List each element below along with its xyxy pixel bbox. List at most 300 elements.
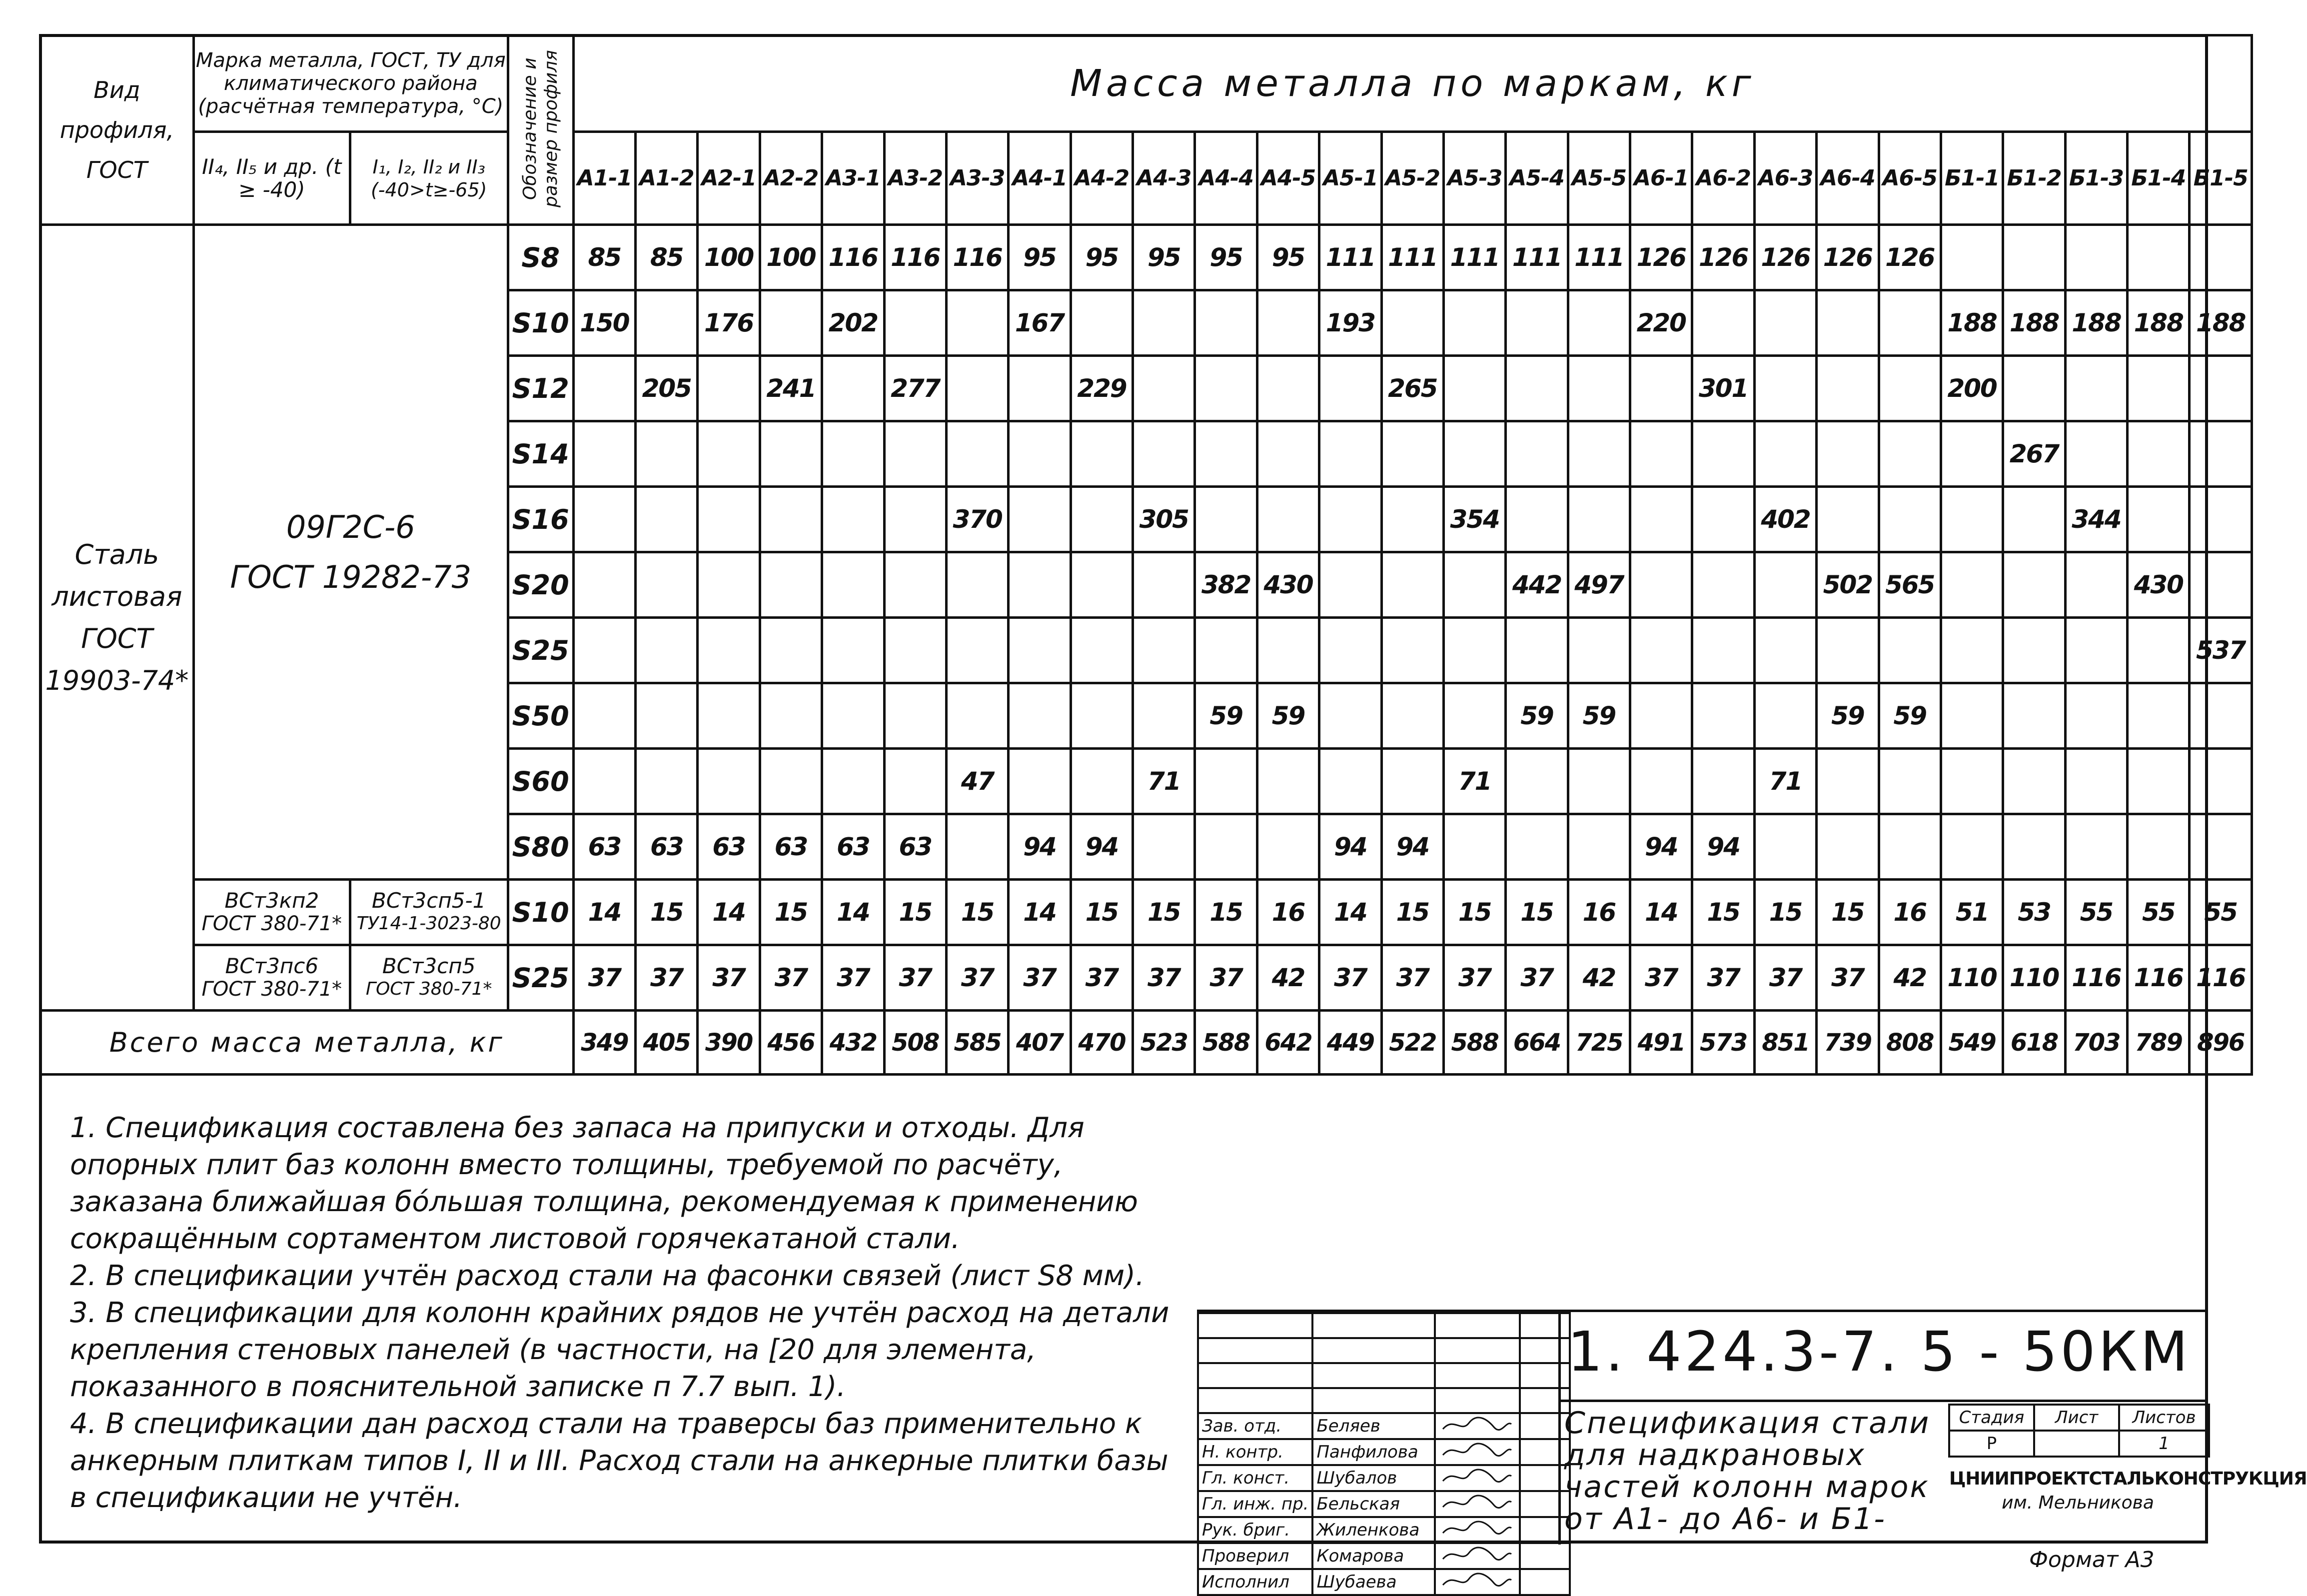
mass-cell: 37 bbox=[1009, 945, 1071, 1011]
total-mass-cell: 549 bbox=[1941, 1011, 2003, 1075]
mass-cell bbox=[1692, 618, 1754, 683]
mass-cell bbox=[1071, 421, 1133, 487]
handwritten-signature-icon bbox=[1439, 1518, 1514, 1538]
mass-cell bbox=[1630, 552, 1692, 618]
mass-cell: 15 bbox=[1381, 880, 1443, 945]
mass-cell bbox=[573, 421, 635, 487]
stamp-empty-cell bbox=[1435, 1338, 1520, 1363]
stamp-name: Панфилова bbox=[1312, 1439, 1435, 1465]
mass-cell bbox=[1071, 618, 1133, 683]
mass-cell bbox=[2190, 683, 2252, 749]
mass-cell bbox=[2003, 683, 2065, 749]
mass-cell: 53 bbox=[2003, 880, 2065, 945]
mass-cell bbox=[2128, 749, 2190, 814]
mark-header: А6-4 bbox=[1817, 132, 1879, 225]
mass-cell bbox=[2190, 487, 2252, 552]
stamp-signature bbox=[1435, 1491, 1520, 1517]
mass-cell bbox=[1754, 421, 1816, 487]
mass-cell: 37 bbox=[1506, 945, 1568, 1011]
mark-header: А5-5 bbox=[1568, 132, 1630, 225]
mass-cell: 116 bbox=[884, 225, 946, 290]
mass-cell: 402 bbox=[1754, 487, 1816, 552]
mass-cell bbox=[573, 552, 635, 618]
total-mass-cell: 349 bbox=[573, 1011, 635, 1075]
mass-cell bbox=[2003, 487, 2065, 552]
mass-cell: 47 bbox=[946, 749, 1008, 814]
profile-size: S16 bbox=[508, 487, 573, 552]
mass-cell bbox=[2190, 749, 2252, 814]
mass-cell: 37 bbox=[1071, 945, 1133, 1011]
stamp-signature bbox=[1435, 1439, 1520, 1465]
mass-cell bbox=[1319, 356, 1381, 421]
stamp-date bbox=[1520, 1491, 1570, 1517]
mass-cell bbox=[2190, 421, 2252, 487]
total-mass-cell: 588 bbox=[1195, 1011, 1257, 1075]
mass-cell: 176 bbox=[698, 290, 760, 356]
mass-cell bbox=[2065, 618, 2127, 683]
stamp-role: Зав. отд. bbox=[1198, 1413, 1312, 1439]
mass-cell bbox=[1257, 618, 1319, 683]
mass-cell bbox=[2065, 552, 2127, 618]
stamp-role: Исполнил bbox=[1198, 1569, 1312, 1595]
mass-cell: 37 bbox=[884, 945, 946, 1011]
total-mass-cell: 491 bbox=[1630, 1011, 1692, 1075]
mass-cell bbox=[884, 487, 946, 552]
mass-cell: 188 bbox=[2128, 290, 2190, 356]
mass-cell bbox=[1257, 290, 1319, 356]
mass-cell bbox=[1941, 749, 2003, 814]
stamp-empty-cell bbox=[1435, 1313, 1520, 1338]
drawing-title: Спецификация стали для надкрановых частей колонн марок от А1- до А6- и Б1- bbox=[1564, 1406, 1931, 1537]
mass-cell bbox=[1879, 618, 1941, 683]
mass-cell bbox=[1381, 421, 1443, 487]
mass-cell bbox=[1381, 552, 1443, 618]
mass-cell bbox=[760, 749, 822, 814]
mass-cell bbox=[2003, 225, 2065, 290]
mass-cell bbox=[1568, 814, 1630, 880]
mass-cell bbox=[1506, 618, 1568, 683]
stamp-date bbox=[1520, 1465, 1570, 1491]
mass-cell: 37 bbox=[636, 945, 698, 1011]
mass-cell: 188 bbox=[2065, 290, 2127, 356]
mass-cell bbox=[1630, 749, 1692, 814]
mass-cell bbox=[1319, 552, 1381, 618]
stamp-name: Шубаева bbox=[1312, 1569, 1435, 1595]
mass-cell bbox=[1941, 618, 2003, 683]
mark-header: А6-3 bbox=[1754, 132, 1816, 225]
mass-cell: 111 bbox=[1506, 225, 1568, 290]
stamp-role: Гл. конст. bbox=[1198, 1465, 1312, 1491]
organization-name: ЦНИИПРОЕКТСТАЛЬКОНСТРУКЦИЯ bbox=[1949, 1469, 2307, 1489]
handwritten-signature-icon bbox=[1439, 1414, 1514, 1434]
mass-cell bbox=[1630, 421, 1692, 487]
mass-cell: 15 bbox=[1133, 880, 1195, 945]
profile-size: S25 bbox=[508, 945, 573, 1011]
mass-cell: 95 bbox=[1071, 225, 1133, 290]
material-b bbox=[350, 945, 508, 1011]
mass-cell bbox=[1692, 749, 1754, 814]
mass-cell bbox=[573, 487, 635, 552]
material-b-standard: ГОСТ 380-71* bbox=[365, 979, 492, 999]
profile-size: S10 bbox=[508, 290, 573, 356]
mark-header: А4-2 bbox=[1071, 132, 1133, 225]
mass-cell: 220 bbox=[1630, 290, 1692, 356]
mass-cell bbox=[1879, 814, 1941, 880]
mass-cell bbox=[2190, 356, 2252, 421]
mass-cell: 442 bbox=[1506, 552, 1568, 618]
total-mass-cell: 725 bbox=[1568, 1011, 1630, 1075]
mass-cell bbox=[1817, 487, 1879, 552]
mass-cell bbox=[1941, 814, 2003, 880]
mass-cell bbox=[1754, 683, 1816, 749]
mass-cell bbox=[1506, 487, 1568, 552]
total-mass-cell: 407 bbox=[1009, 1011, 1071, 1075]
mass-cell: 16 bbox=[1879, 880, 1941, 945]
mass-cell bbox=[1009, 552, 1071, 618]
handwritten-signature-icon bbox=[1439, 1544, 1514, 1564]
note-2: 2. В спецификации учтён расход стали на фасонки связей (лист S8 мм). bbox=[70, 1260, 1145, 1292]
total-mass-cell: 523 bbox=[1133, 1011, 1195, 1075]
specification-table bbox=[39, 34, 2253, 1076]
mass-cell bbox=[946, 421, 1008, 487]
mass-cell: 14 bbox=[822, 880, 884, 945]
mass-cell: 37 bbox=[1443, 945, 1505, 1011]
total-mass-cell: 851 bbox=[1754, 1011, 1816, 1075]
mass-cell bbox=[2190, 552, 2252, 618]
stamp-role: Гл. инж. пр. bbox=[1198, 1491, 1312, 1517]
stamp-empty-cell bbox=[1198, 1338, 1312, 1363]
mass-cell bbox=[1506, 356, 1568, 421]
mass-cell bbox=[1195, 290, 1257, 356]
mass-cell: 344 bbox=[2065, 487, 2127, 552]
mass-cell bbox=[1692, 290, 1754, 356]
mass-cell: 42 bbox=[1879, 945, 1941, 1011]
mass-cell bbox=[1195, 487, 1257, 552]
total-mass-cell: 739 bbox=[1817, 1011, 1879, 1075]
material-a-grade: ВСт3кп2 bbox=[224, 888, 319, 913]
title-block-mid-line bbox=[1558, 1400, 2208, 1402]
mass-cell bbox=[1195, 749, 1257, 814]
mass-cell: 205 bbox=[636, 356, 698, 421]
stamp-date bbox=[1520, 1569, 1570, 1595]
total-mass-cell: 405 bbox=[636, 1011, 698, 1075]
profile-size: S14 bbox=[508, 421, 573, 487]
mass-cell: 126 bbox=[1879, 225, 1941, 290]
mass-cell bbox=[822, 356, 884, 421]
total-mass-cell: 508 bbox=[884, 1011, 946, 1075]
profile-size: S60 bbox=[508, 749, 573, 814]
mass-cell: 565 bbox=[1879, 552, 1941, 618]
mass-cell: 37 bbox=[1133, 945, 1195, 1011]
mass-cell bbox=[1071, 683, 1133, 749]
mass-cell bbox=[2128, 356, 2190, 421]
mass-cell bbox=[1506, 290, 1568, 356]
stage-label: Стадия bbox=[1949, 1405, 2034, 1431]
mass-cell bbox=[1319, 618, 1381, 683]
mass-cell bbox=[1568, 749, 1630, 814]
mass-cell bbox=[1754, 814, 1816, 880]
mass-cell bbox=[822, 618, 884, 683]
mark-header: А5-1 bbox=[1319, 132, 1381, 225]
stamp-signature bbox=[1435, 1413, 1520, 1439]
mass-cell: 14 bbox=[1630, 880, 1692, 945]
mass-cell: 85 bbox=[636, 225, 698, 290]
mass-cell bbox=[1879, 749, 1941, 814]
mass-cell bbox=[2128, 225, 2190, 290]
mass-cell: 95 bbox=[1009, 225, 1071, 290]
mass-cell: 15 bbox=[1195, 880, 1257, 945]
mass-cell: 14 bbox=[573, 880, 635, 945]
mass-cell: 14 bbox=[1319, 880, 1381, 945]
stage-table bbox=[1948, 1404, 2210, 1458]
stamp-date bbox=[1520, 1439, 1570, 1465]
handwritten-signature-icon bbox=[1439, 1570, 1514, 1590]
mass-cell bbox=[1319, 421, 1381, 487]
mass-cell: 71 bbox=[1133, 749, 1195, 814]
mass-cell bbox=[698, 487, 760, 552]
mass-cell: 241 bbox=[760, 356, 822, 421]
mass-cell: 111 bbox=[1381, 225, 1443, 290]
mass-cell bbox=[2128, 421, 2190, 487]
mass-cell bbox=[1692, 421, 1754, 487]
mass-cell: 37 bbox=[1630, 945, 1692, 1011]
profile-steel-sheet bbox=[40, 225, 194, 1011]
mass-cell bbox=[1630, 487, 1692, 552]
organization bbox=[1949, 1467, 2307, 1515]
mark-header: А2-2 bbox=[760, 132, 822, 225]
mass-cell bbox=[1133, 421, 1195, 487]
mass-cell bbox=[636, 618, 698, 683]
mass-cell: 94 bbox=[1630, 814, 1692, 880]
mass-cell bbox=[2003, 814, 2065, 880]
mass-cell bbox=[1257, 421, 1319, 487]
mass-cell: 100 bbox=[698, 225, 760, 290]
mass-cell: 14 bbox=[1009, 880, 1071, 945]
material-a-standard: ГОСТ 380-71* bbox=[201, 978, 342, 1001]
mass-cell bbox=[1754, 356, 1816, 421]
mass-cell: 193 bbox=[1319, 290, 1381, 356]
mass-cell: 16 bbox=[1257, 880, 1319, 945]
mass-cell: 15 bbox=[760, 880, 822, 945]
mass-cell bbox=[822, 487, 884, 552]
mark-header: А3-3 bbox=[946, 132, 1008, 225]
total-mass-cell: 573 bbox=[1692, 1011, 1754, 1075]
mass-cell bbox=[1692, 487, 1754, 552]
profile-size: S20 bbox=[508, 552, 573, 618]
mass-cell bbox=[2003, 618, 2065, 683]
mass-cell: 150 bbox=[573, 290, 635, 356]
header-steel-grade: Марка металла, ГОСТ, ТУ для климатического района (расчётная температура, °С) bbox=[193, 35, 508, 132]
mass-cell bbox=[1071, 552, 1133, 618]
stamp-empty-cell bbox=[1312, 1363, 1435, 1388]
mass-cell bbox=[1195, 356, 1257, 421]
mass-cell bbox=[573, 683, 635, 749]
mass-cell bbox=[946, 618, 1008, 683]
mass-cell: 111 bbox=[1319, 225, 1381, 290]
mass-cell: 14 bbox=[698, 880, 760, 945]
mass-cell bbox=[2128, 618, 2190, 683]
mass-cell bbox=[698, 356, 760, 421]
mass-cell: 55 bbox=[2065, 880, 2127, 945]
stamp-empty-cell bbox=[1312, 1338, 1435, 1363]
mass-cell: 537 bbox=[2190, 618, 2252, 683]
mass-cell bbox=[2128, 487, 2190, 552]
mass-cell bbox=[1133, 683, 1195, 749]
mass-cell bbox=[1817, 618, 1879, 683]
mass-cell: 305 bbox=[1133, 487, 1195, 552]
mass-cell bbox=[1879, 356, 1941, 421]
mass-cell: 37 bbox=[1692, 945, 1754, 1011]
mass-cell: 200 bbox=[1941, 356, 2003, 421]
mass-cell: 94 bbox=[1319, 814, 1381, 880]
stamp-date bbox=[1520, 1543, 1570, 1569]
mass-cell: 95 bbox=[1133, 225, 1195, 290]
mass-cell bbox=[2065, 683, 2127, 749]
mark-header: Б1-5 bbox=[2190, 132, 2252, 225]
mass-cell: 188 bbox=[1941, 290, 2003, 356]
profile-size: S10 bbox=[508, 880, 573, 945]
mass-cell: 59 bbox=[1257, 683, 1319, 749]
mark-header: А6-5 bbox=[1879, 132, 1941, 225]
mass-cell: 116 bbox=[946, 225, 1008, 290]
mass-cell bbox=[1381, 683, 1443, 749]
mass-cell bbox=[698, 683, 760, 749]
mass-cell bbox=[2065, 421, 2127, 487]
mass-cell bbox=[1817, 421, 1879, 487]
mass-cell: 51 bbox=[1941, 880, 2003, 945]
material-line-2: ГОСТ 19282-73 bbox=[230, 558, 472, 595]
mass-cell: 382 bbox=[1195, 552, 1257, 618]
mass-cell: 94 bbox=[1071, 814, 1133, 880]
mark-header: А2-1 bbox=[698, 132, 760, 225]
organization-subtitle: им. Мельникова bbox=[2002, 1493, 2154, 1513]
mass-cell: 15 bbox=[636, 880, 698, 945]
mass-cell: 63 bbox=[822, 814, 884, 880]
material-a-grade: ВСт3пс6 bbox=[225, 954, 319, 978]
mass-cell bbox=[2190, 225, 2252, 290]
header-mass-title: Масса металла по маркам, кг bbox=[573, 35, 2252, 132]
stamp-name: Бельская bbox=[1312, 1491, 1435, 1517]
mass-cell bbox=[1506, 814, 1568, 880]
mass-cell: 277 bbox=[884, 356, 946, 421]
mass-cell bbox=[1009, 421, 1071, 487]
stamp-signature bbox=[1435, 1517, 1520, 1543]
mass-cell: 16 bbox=[1568, 880, 1630, 945]
mass-cell: 126 bbox=[1817, 225, 1879, 290]
mass-cell bbox=[1941, 225, 2003, 290]
mass-cell: 497 bbox=[1568, 552, 1630, 618]
header-region-group-2: I₁, I₂, II₂ и II₃ (-40>t≥-65) bbox=[350, 132, 508, 225]
mass-cell bbox=[1568, 618, 1630, 683]
total-mass-cell: 896 bbox=[2190, 1011, 2252, 1075]
mass-cell bbox=[822, 683, 884, 749]
mass-cell bbox=[1754, 618, 1816, 683]
stamp-signature bbox=[1435, 1543, 1520, 1569]
stamp-date bbox=[1520, 1517, 1570, 1543]
total-mass-cell: 456 bbox=[760, 1011, 822, 1075]
stamp-role: Н. контр. bbox=[1198, 1439, 1312, 1465]
mass-cell: 100 bbox=[760, 225, 822, 290]
note-3: 3. В спецификации для колонн крайних рядов не учтён расход на детали крепления стеновых панелей (в частности, на [20 для элемента, показанного в пояснительной записке п 7.7 вып. 1). bbox=[70, 1297, 1169, 1403]
mass-cell bbox=[1941, 487, 2003, 552]
mass-cell bbox=[1319, 683, 1381, 749]
profile-size: S80 bbox=[508, 814, 573, 880]
mass-cell: 126 bbox=[1754, 225, 1816, 290]
mass-cell bbox=[1257, 749, 1319, 814]
mass-cell: 37 bbox=[822, 945, 884, 1011]
mass-cell bbox=[822, 749, 884, 814]
mass-cell bbox=[1009, 618, 1071, 683]
mass-cell: 110 bbox=[1941, 945, 2003, 1011]
mass-cell: 430 bbox=[1257, 552, 1319, 618]
mass-cell: 71 bbox=[1443, 749, 1505, 814]
mass-cell bbox=[884, 421, 946, 487]
mass-cell bbox=[1009, 683, 1071, 749]
stage-value: Р bbox=[1949, 1431, 2034, 1457]
mass-cell bbox=[1009, 749, 1071, 814]
stamp-empty-cell bbox=[1198, 1388, 1312, 1413]
mass-cell: 37 bbox=[1754, 945, 1816, 1011]
mass-cell bbox=[884, 290, 946, 356]
mass-cell: 354 bbox=[1443, 487, 1505, 552]
mass-cell bbox=[1071, 487, 1133, 552]
mass-cell bbox=[1443, 356, 1505, 421]
mass-cell bbox=[822, 552, 884, 618]
mass-cell: 63 bbox=[760, 814, 822, 880]
mass-cell: 71 bbox=[1754, 749, 1816, 814]
stamp-empty-cell bbox=[1198, 1313, 1312, 1338]
mass-cell bbox=[946, 552, 1008, 618]
mass-cell bbox=[2003, 356, 2065, 421]
stamp-signature bbox=[1435, 1465, 1520, 1491]
mass-cell bbox=[946, 683, 1008, 749]
mass-cell bbox=[1257, 356, 1319, 421]
mass-cell bbox=[1879, 487, 1941, 552]
stamp-name: Комарова bbox=[1312, 1543, 1435, 1569]
mass-cell: 95 bbox=[1257, 225, 1319, 290]
mass-cell bbox=[1630, 683, 1692, 749]
mass-cell: 15 bbox=[884, 880, 946, 945]
mass-cell bbox=[2128, 814, 2190, 880]
mass-cell: 55 bbox=[2190, 880, 2252, 945]
mass-cell bbox=[2190, 814, 2252, 880]
mass-cell: 167 bbox=[1009, 290, 1071, 356]
total-mass-cell: 522 bbox=[1381, 1011, 1443, 1075]
signature-block bbox=[1197, 1312, 1571, 1596]
profile-size: S12 bbox=[508, 356, 573, 421]
mark-header: А6-1 bbox=[1630, 132, 1692, 225]
mark-header: А5-2 bbox=[1381, 132, 1443, 225]
stamp-date bbox=[1520, 1413, 1570, 1439]
handwritten-signature-icon bbox=[1439, 1440, 1514, 1460]
mass-cell bbox=[573, 618, 635, 683]
mass-cell bbox=[760, 421, 822, 487]
mass-cell bbox=[1071, 749, 1133, 814]
mass-cell bbox=[698, 421, 760, 487]
mass-cell: 59 bbox=[1817, 683, 1879, 749]
mass-cell: 116 bbox=[2190, 945, 2252, 1011]
mass-cell bbox=[2065, 814, 2127, 880]
mass-cell: 55 bbox=[2128, 880, 2190, 945]
mass-cell bbox=[1071, 290, 1133, 356]
mass-cell bbox=[946, 290, 1008, 356]
mass-cell: 37 bbox=[573, 945, 635, 1011]
mass-cell: 202 bbox=[822, 290, 884, 356]
header-profile-size: Обозначение и размер профиля bbox=[508, 35, 573, 225]
title-block-top-line bbox=[1197, 1310, 2208, 1312]
mass-cell bbox=[1630, 618, 1692, 683]
mass-cell: 188 bbox=[2003, 290, 2065, 356]
